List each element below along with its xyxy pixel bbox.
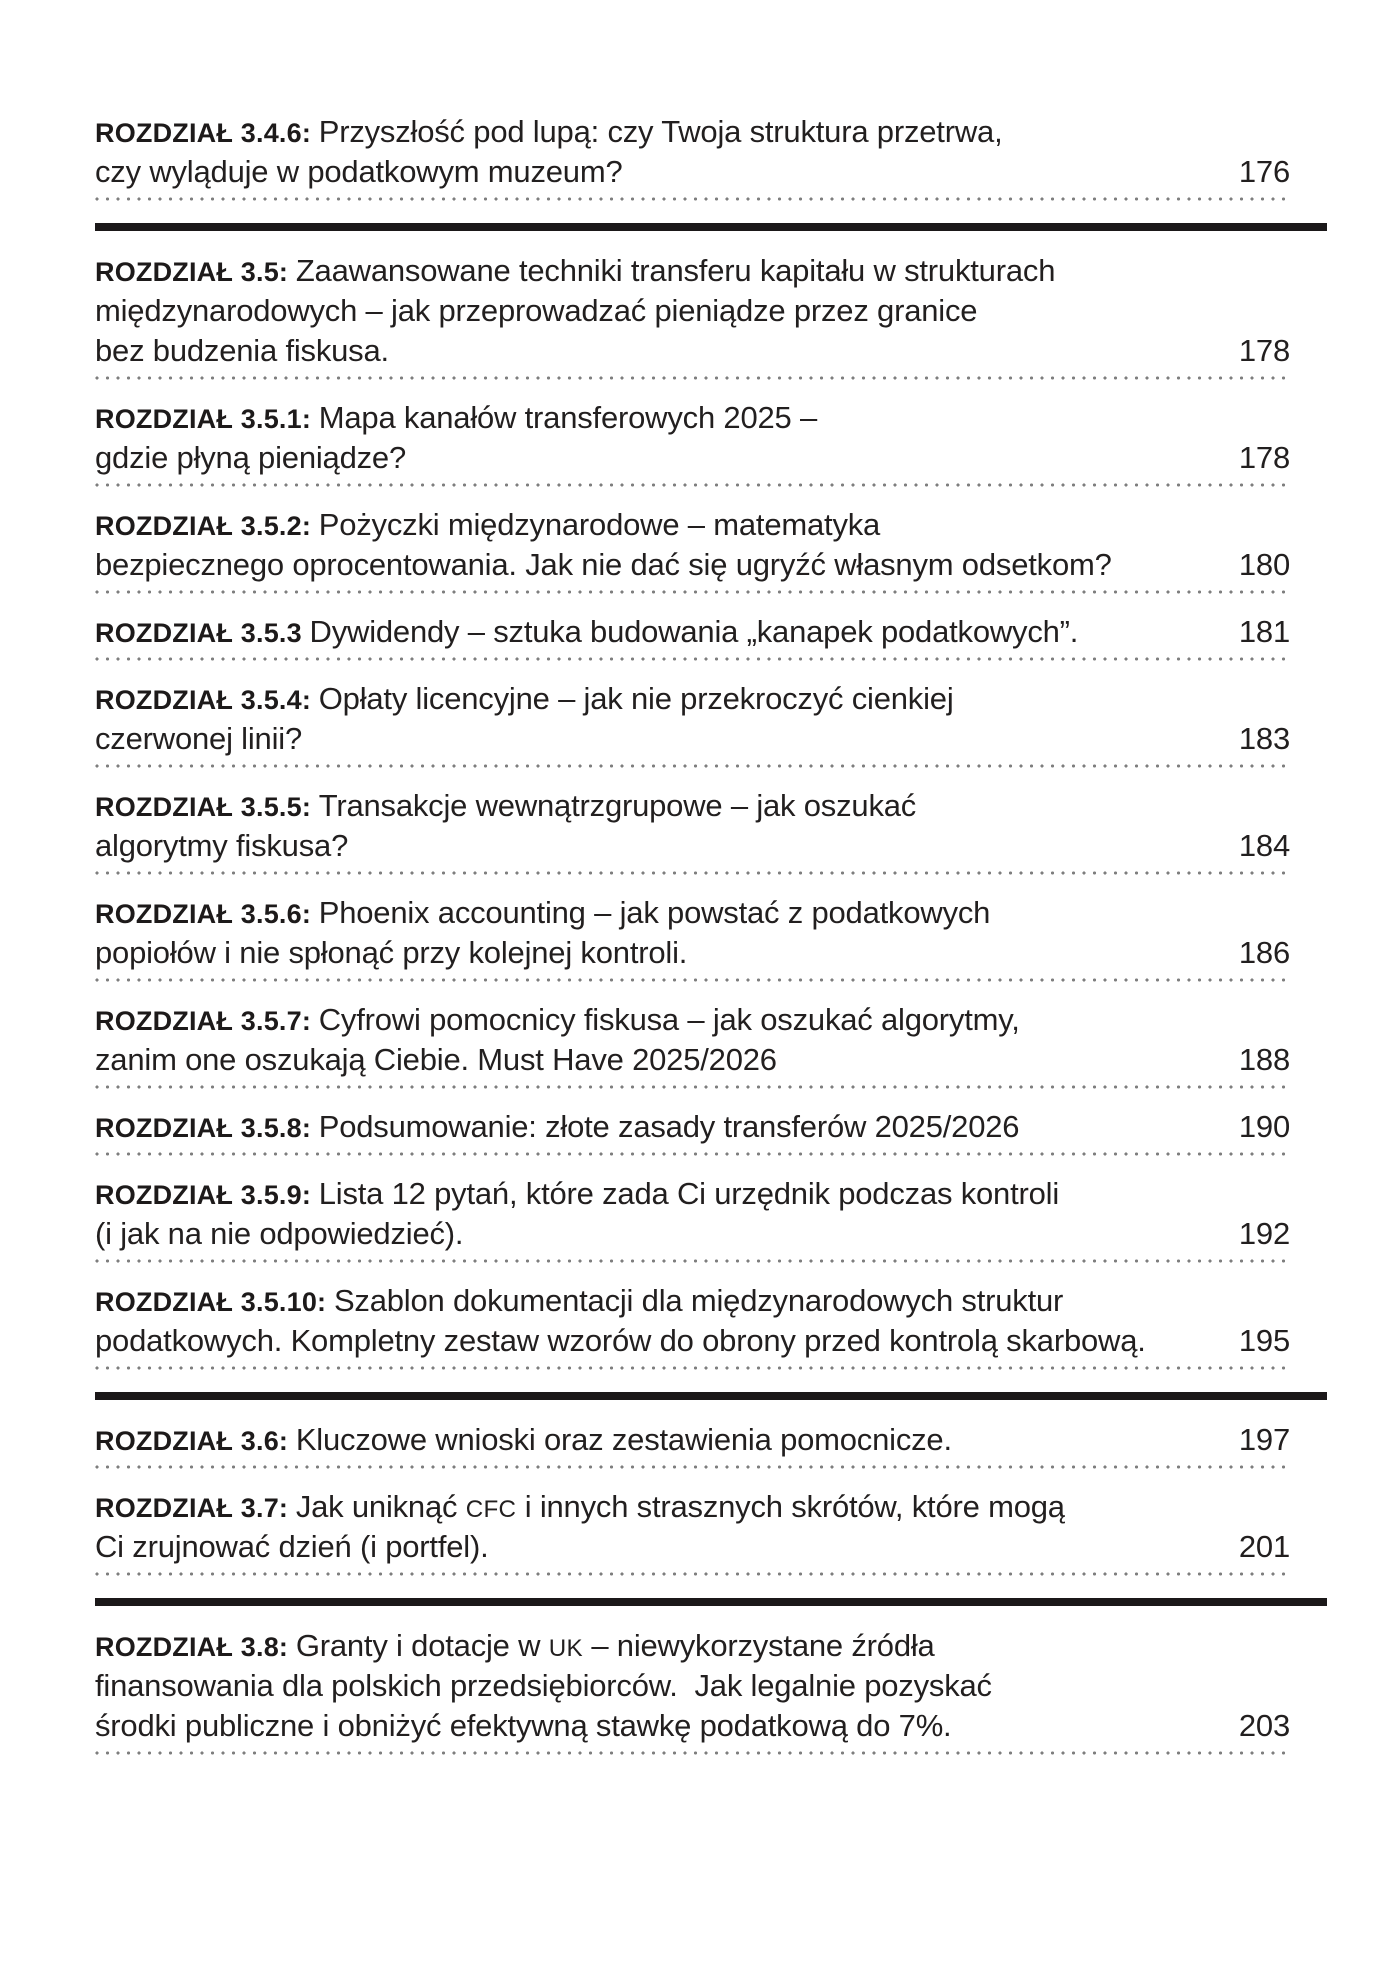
toc-entry[interactable] [95, 251, 1290, 380]
toc-entry[interactable] [95, 786, 1290, 875]
toc-entry-line [95, 786, 1290, 826]
toc-entry-text: Podsumowanie: złote zasady transferów 2025/2026 [318, 1109, 1020, 1144]
chapter-label: ROZDZIAŁ 3.5: [95, 257, 296, 287]
toc-entry-text: Pożyczki międzynarodowe – matematyka [318, 507, 881, 542]
dotted-leader [95, 1751, 1290, 1755]
toc-entry-text: i innych strasznych skrótów, które mogą [516, 1489, 1065, 1524]
toc-entry-line [95, 1321, 1290, 1361]
dotted-leader [95, 1152, 1290, 1156]
chapter-label: ROZDZIAŁ 3.6: [95, 1426, 296, 1456]
toc-entry-text: bezpiecznego oprocentowania. Jak nie dać się ugryźć własnym odsetkom? [95, 547, 1112, 582]
toc-entry-text: popiołów i nie spłonąć przy kolejnej kontroli. [95, 935, 688, 970]
toc-entry[interactable] [95, 1107, 1290, 1156]
toc-entry-text: podatkowych. Kompletny zestaw wzorów do obrony przed kontrolą skarbową. [95, 1323, 1146, 1358]
page-number: 188 [1238, 1042, 1290, 1077]
toc-entry-line [95, 251, 1290, 291]
section-divider [95, 1598, 1327, 1606]
toc-entry-line [95, 1487, 1290, 1527]
toc-entry[interactable] [95, 1420, 1290, 1469]
toc-entry[interactable] [95, 398, 1290, 487]
toc-entry-line [95, 1281, 1290, 1321]
toc-entry-text: Transakcje wewnątrzgrupowe – jak oszukać [318, 788, 917, 823]
toc-entry-line [95, 438, 1290, 478]
chapter-label: ROZDZIAŁ 3.5.9: [95, 1180, 319, 1210]
toc-entry-text: Cyfrowi pomocnicy fiskusa – jak oszukać algorytmy, [318, 1002, 1020, 1037]
toc-entry-text: (i jak na nie odpowiedzieć). [95, 1216, 464, 1251]
chapter-label: ROZDZIAŁ 3.5.10: [95, 1287, 334, 1317]
toc-entry-text: zanim one oszukają Ciebie. Must Have 2025/2026 [95, 1042, 777, 1077]
chapter-label: ROZDZIAŁ 3.5.7: [95, 1006, 319, 1036]
toc-entry-text: czy wyląduje w podatkowym muzeum? [95, 154, 623, 189]
dotted-leader [95, 657, 1290, 661]
toc-entries [95, 112, 1290, 1755]
toc-entry-text: finansowania dla polskich przedsiębiorców. Jak legalnie pozyskać [95, 1668, 992, 1703]
toc-entry-text: Granty i dotacje w [295, 1628, 549, 1663]
toc-entry-line [95, 398, 1290, 438]
toc-entry-line [95, 112, 1290, 152]
page-number: 201 [1238, 1529, 1290, 1564]
toc-entry-text: Mapa kanałów transferowych 2025 – [318, 400, 818, 435]
dotted-leader [95, 1572, 1290, 1576]
toc-entry-line [95, 1107, 1290, 1147]
toc-entry-text: Opłaty licencyjne – jak nie przekroczyć cienkiej [318, 681, 954, 716]
page-number: 178 [1238, 440, 1290, 475]
toc-entry[interactable] [95, 893, 1290, 982]
dotted-leader [95, 1085, 1290, 1089]
toc-entry-text: bez budzenia fiskusa. [95, 333, 389, 368]
toc-entry-line [95, 545, 1290, 585]
toc-entry-text: gdzie płyną pieniądze? [95, 440, 407, 475]
toc-entry[interactable] [95, 1487, 1290, 1576]
chapter-label: ROZDZIAŁ 3.8: [95, 1632, 296, 1662]
toc-entry-line [95, 719, 1290, 759]
chapter-label: ROZDZIAŁ 3.5.6: [95, 899, 319, 929]
toc-entry-line [95, 679, 1290, 719]
page-number: 190 [1238, 1109, 1290, 1144]
section-divider [95, 1392, 1327, 1400]
toc-entry-text: środki publiczne i obniżyć efektywną stawkę podatkową do 7%. [95, 1708, 952, 1743]
toc-entry[interactable] [95, 1281, 1290, 1370]
dotted-leader [95, 1465, 1290, 1469]
toc-entry[interactable] [95, 112, 1290, 201]
toc-entry-line [95, 1000, 1290, 1040]
toc-entry-text: międzynarodowych – jak przeprowadzać pieniądze przez granice [95, 293, 978, 328]
toc-entry-line [95, 933, 1290, 973]
dotted-leader [95, 483, 1290, 487]
toc-entry-text: UK [548, 1635, 583, 1662]
toc-entry-line [95, 1626, 1290, 1666]
chapter-label: ROZDZIAŁ 3.7: [95, 1493, 296, 1523]
page-number: 197 [1238, 1422, 1290, 1457]
toc-entry-text: czerwonej linii? [95, 721, 303, 756]
toc-entry[interactable] [95, 612, 1290, 661]
dotted-leader [95, 376, 1290, 380]
toc-entry-line [95, 331, 1290, 371]
toc-entry[interactable] [95, 679, 1290, 768]
chapter-label: ROZDZIAŁ 3.5.3 [95, 618, 310, 648]
chapter-label: ROZDZIAŁ 3.5.1: [95, 404, 319, 434]
toc-entry-text: Przyszłość pod lupą: czy Twoja struktura przetrwa, [318, 114, 1003, 149]
toc-entry-line [95, 612, 1290, 652]
toc-entry-text: Dywidendy – sztuka budowania „kanapek podatkowych”. [309, 614, 1079, 649]
page-number: 203 [1238, 1708, 1290, 1743]
page-number: 180 [1238, 547, 1290, 582]
toc-entry-line [95, 893, 1290, 933]
toc-entry-line [95, 505, 1290, 545]
toc-entry-line [95, 826, 1290, 866]
toc-entry-text: Jak uniknąć [295, 1489, 466, 1524]
toc-entry-text: algorytmy fiskusa? [95, 828, 349, 863]
toc-entry-text: Kluczowe wnioski oraz zestawienia pomocnicze. [295, 1422, 952, 1457]
toc-entry-line [95, 1040, 1290, 1080]
toc-entry-text: CFC [465, 1496, 517, 1523]
toc-entry-line [95, 1527, 1290, 1567]
dotted-leader [95, 590, 1290, 594]
dotted-leader [95, 197, 1290, 201]
chapter-label: ROZDZIAŁ 3.5.2: [95, 511, 319, 541]
toc-entry-text: – niewykorzystane źródła [582, 1628, 935, 1663]
toc-entry-line [95, 1174, 1290, 1214]
toc-entry[interactable] [95, 1626, 1290, 1755]
toc-entry-line [95, 1666, 1290, 1706]
page-number: 181 [1238, 614, 1290, 649]
toc-entry[interactable] [95, 1000, 1290, 1089]
toc-entry[interactable] [95, 505, 1290, 594]
dotted-leader [95, 978, 1290, 982]
page-number: 176 [1238, 154, 1290, 189]
toc-entry-line [95, 152, 1290, 192]
chapter-label: ROZDZIAŁ 3.5.4: [95, 685, 319, 715]
page-number: 192 [1238, 1216, 1290, 1251]
toc-entry-line [95, 1706, 1290, 1746]
toc-entry-text: Lista 12 pytań, które zada Ci urzędnik podczas kontroli [318, 1176, 1060, 1211]
toc-entry-text: Phoenix accounting – jak powstać z podatkowych [318, 895, 991, 930]
page-number: 186 [1238, 935, 1290, 970]
section-divider [95, 223, 1327, 231]
page-number: 183 [1238, 721, 1290, 756]
toc-entry-text: Ci zrujnować dzień (i portfel). [95, 1529, 489, 1564]
chapter-label: ROZDZIAŁ 3.5.5: [95, 792, 319, 822]
toc-entry-text: Szablon dokumentacji dla międzynarodowych struktur [333, 1283, 1064, 1318]
chapter-label: ROZDZIAŁ 3.5.8: [95, 1113, 319, 1143]
dotted-leader [95, 764, 1290, 768]
toc-entry-line [95, 291, 1290, 331]
chapter-label: ROZDZIAŁ 3.4.6: [95, 118, 319, 148]
toc-entry-line [95, 1420, 1290, 1460]
page-number: 195 [1238, 1323, 1290, 1358]
page-number: 184 [1238, 828, 1290, 863]
dotted-leader [95, 1259, 1290, 1263]
dotted-leader [95, 1366, 1290, 1370]
toc-entry[interactable] [95, 1174, 1290, 1263]
toc-entry-text: Zaawansowane techniki transferu kapitału w strukturach [295, 253, 1056, 288]
toc-entry-line [95, 1214, 1290, 1254]
dotted-leader [95, 871, 1290, 875]
page-number: 178 [1238, 333, 1290, 368]
